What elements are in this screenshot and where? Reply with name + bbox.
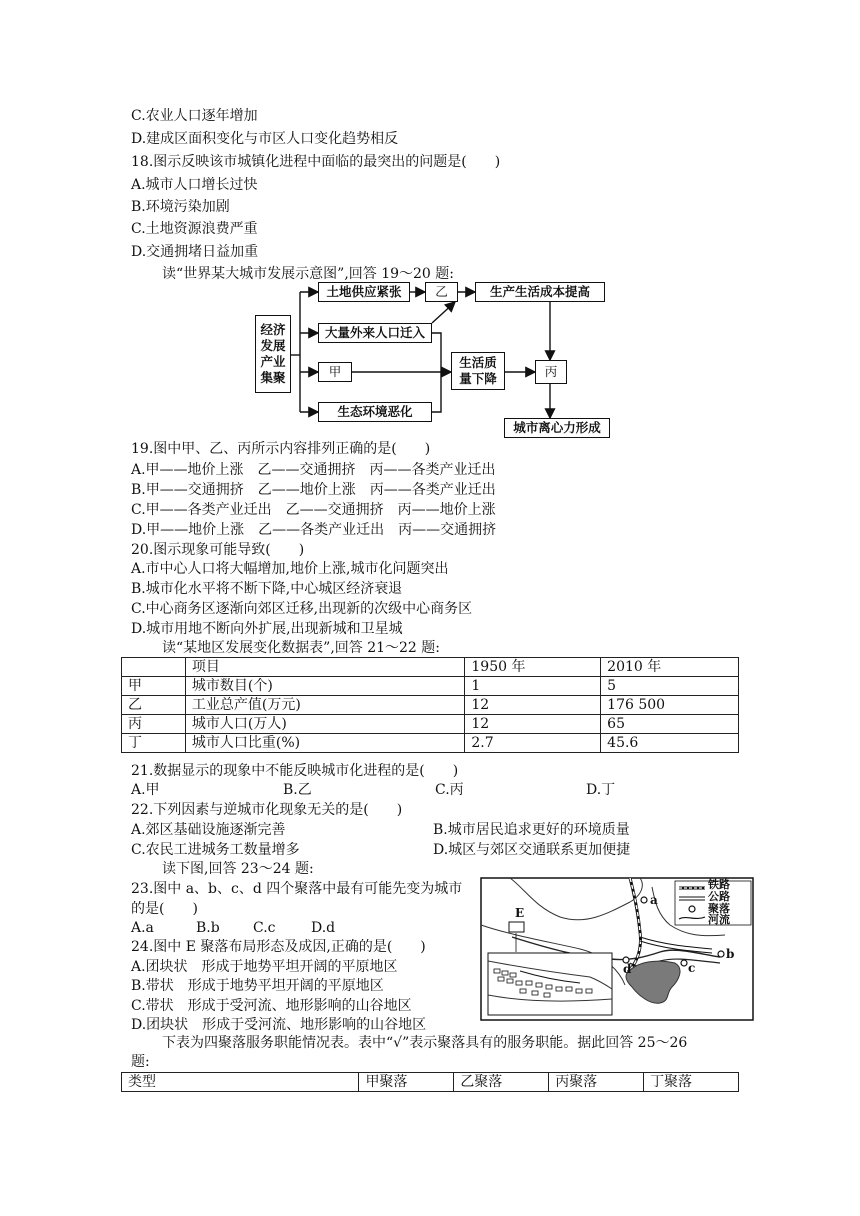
table-cell: 城市人口比重(%) xyxy=(185,734,465,753)
q19-option-a: A.甲——地价上涨 乙——交通拥挤 丙——各类产业迁出 xyxy=(131,462,496,478)
table-cell: 工业总产值(万元) xyxy=(185,696,465,715)
q23-stem-line1: 23.图中 a、b、c、d 四个聚落中最有可能先变为城市 xyxy=(131,881,463,897)
q20-option-a: A.市中心人口将大幅增加,地价上涨,城市化问题突出 xyxy=(131,561,449,577)
table-header-cell: 类型 xyxy=(122,1073,359,1092)
q24-option-d: D.团块状 形成于受河流、地形影响的山谷地区 xyxy=(131,1017,427,1033)
box-quality-decline: 生活质量下降 xyxy=(451,352,505,390)
table-cell: 丙 xyxy=(122,715,186,734)
q18-stem: 18.图示反映该市城镇化进程中面临的最突出的问题是( ) xyxy=(131,154,501,170)
q23-option-c: C.c xyxy=(253,920,276,936)
table-header-cell: 1950 年 xyxy=(465,658,601,677)
table-header-cell: 丙聚落 xyxy=(549,1073,644,1092)
q21-option-a: A.甲 xyxy=(131,782,160,798)
table-row xyxy=(122,715,739,734)
box-land-supply-shortage: 土地供应紧张 xyxy=(318,282,410,302)
table-cell: 乙 xyxy=(122,696,186,715)
box-bing: 丙 xyxy=(535,360,567,384)
table-header-cell: 2010 年 xyxy=(601,658,739,677)
map-label-a: a xyxy=(650,893,658,907)
intro-23-24: 读下图,回答 23～24 题: xyxy=(162,861,314,877)
table-header-row xyxy=(122,1073,739,1092)
table-cell: 45.6 xyxy=(601,734,739,753)
map-label-d: d xyxy=(623,962,632,976)
q20-option-c: C.中心商务区逐渐向郊区迁移,出现新的次级中心商务区 xyxy=(131,601,473,617)
table-cell: 甲 xyxy=(122,677,186,696)
table-cell: 65 xyxy=(601,715,739,734)
table-cell: 丁 xyxy=(122,734,186,753)
box-migrant-influx: 大量外来人口迁入 xyxy=(318,323,432,343)
table-cell: 5 xyxy=(601,677,739,696)
q19-option-d: D.甲——地价上涨 乙——各类产业迁出 丙——交通拥挤 xyxy=(131,522,497,538)
q21-option-c: C.丙 xyxy=(435,782,464,798)
q22-option-d: D.城区与郊区交通联系更加便捷 xyxy=(433,842,631,858)
table-cell: 176 500 xyxy=(601,696,739,715)
box-eco-deterioration: 生态环境恶化 xyxy=(318,402,432,422)
q18-option-a: A.城市人口增长过快 xyxy=(131,177,258,193)
q23-option-d: D.d xyxy=(311,920,336,936)
q22-option-c: C.农民工进城务工数量增多 xyxy=(131,842,300,858)
table-row xyxy=(122,696,739,715)
q17-option-d: D.建成区面积变化与市区人口变化趋势相反 xyxy=(131,131,399,147)
q23-stem-line2: 的是( ) xyxy=(131,901,198,917)
legend-rail: 铁路 xyxy=(708,878,730,891)
q19-option-b: B.甲——交通拥挤 乙——地价上涨 丙——各类产业迁出 xyxy=(131,482,496,498)
q24-option-c: C.带状 形成于受河流、地形影响的山谷地区 xyxy=(131,998,412,1014)
service-function-table xyxy=(121,1072,739,1092)
legend-river: 河流 xyxy=(708,913,730,926)
table-row xyxy=(122,734,739,753)
table-header-cell xyxy=(122,658,186,677)
q21-stem: 21.数据显示的现象中不能反映城市化进程的是( ) xyxy=(131,763,459,779)
table-header-cell: 乙聚落 xyxy=(454,1073,549,1092)
table-cell: 城市人口(万人) xyxy=(185,715,465,734)
q18-option-b: B.环境污染加剧 xyxy=(131,199,230,215)
table-row xyxy=(122,677,739,696)
q22-stem: 22.下列因素与逆城市化现象无关的是( ) xyxy=(131,802,403,818)
table-cell: 12 xyxy=(465,715,601,734)
box-jia: 甲 xyxy=(318,362,352,382)
q20-option-b: B.城市化水平将不断下降,中心城区经济衰退 xyxy=(131,581,403,597)
q23-option-b: B.b xyxy=(196,920,220,936)
q19-stem: 19.图中甲、乙、丙所示内容排列正确的是( ) xyxy=(131,441,431,457)
table-cell: 城市数目(个) xyxy=(185,677,465,696)
intro-21-22: 读“某地区发展变化数据表”,回答 21～22 题: xyxy=(162,640,441,656)
q24-option-b: B.带状 形成于地势平坦开阔的平原地区 xyxy=(131,978,384,994)
q22-option-a: A.郊区基础设施逐渐完善 xyxy=(131,822,286,838)
data-table xyxy=(121,657,739,753)
q18-option-c: C.土地资源浪费严重 xyxy=(131,221,258,237)
q19-option-c: C.甲——各类产业迁出 乙——交通拥挤 丙——地价上涨 xyxy=(131,502,496,518)
q23-option-a: A.a xyxy=(131,920,154,936)
box-economic-development: 经济发展产业集聚 xyxy=(255,315,291,393)
table-cell: 12 xyxy=(465,696,601,715)
table-header-row xyxy=(122,658,739,677)
map-label-c: c xyxy=(688,961,696,975)
q20-stem: 20.图示现象可能导致( ) xyxy=(131,542,305,558)
table-cell: 2.7 xyxy=(465,734,601,753)
q17-option-c: C.农业人口逐年增加 xyxy=(131,108,258,124)
map-label-e: E xyxy=(515,906,525,920)
q18-option-d: D.交通拥堵日益加重 xyxy=(131,244,259,260)
legend-road: 公路 xyxy=(708,890,730,903)
table-header-cell: 丁聚落 xyxy=(644,1073,739,1092)
intro-19-20: 读“世界某大城市发展示意图”,回答 19～20 题: xyxy=(162,266,455,282)
intro-25-26-line2: 题: xyxy=(131,1054,150,1070)
map-label-b: b xyxy=(726,947,735,961)
box-centrifugal-force: 城市离心力形成 xyxy=(504,418,610,438)
box-cost-rising: 生产生活成本提高 xyxy=(475,282,605,302)
box-yi: 乙 xyxy=(425,282,458,302)
q21-option-b: B.乙 xyxy=(283,782,312,798)
q22-option-b: B.城市居民追求更好的环境质量 xyxy=(433,822,630,838)
q21-option-d: D.丁 xyxy=(586,782,616,798)
table-header-cell: 项目 xyxy=(185,658,465,677)
table-cell: 1 xyxy=(465,677,601,696)
intro-25-26-line1: 下表为四聚落服务职能情况表。表中“√”表示聚落具有的服务职能。据此回答 25～26 xyxy=(162,1035,688,1051)
q24-option-a: A.团块状 形成于地势平坦开阔的平原地区 xyxy=(131,959,398,975)
legend-settlement: 聚落 xyxy=(708,902,730,915)
table-header-cell: 甲聚落 xyxy=(359,1073,454,1092)
q24-stem: 24.图中 E 聚落布局形态及成因,正确的是( ) xyxy=(131,939,426,955)
q20-option-d: D.城市用地不断向外扩展,出现新城和卫星城 xyxy=(131,621,403,637)
